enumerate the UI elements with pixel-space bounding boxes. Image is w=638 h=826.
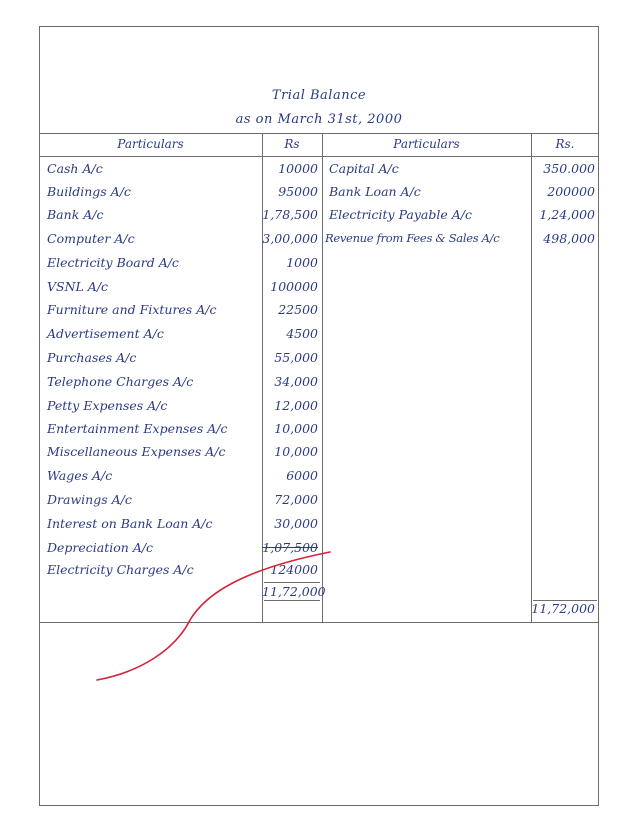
debit-row-particular: Cash A/c <box>47 161 103 176</box>
debit-row-amount: 10000 <box>278 161 318 176</box>
debit-row-amount: 6000 <box>286 468 318 483</box>
debit-row-particular: Buildings A/c <box>47 184 131 199</box>
credit-row-particular: Revenue from Fees & Sales A/c <box>325 231 500 245</box>
debit-row-particular: Drawings A/c <box>47 492 132 507</box>
trial-balance-date: as on March 31st, 2000 <box>235 112 403 127</box>
credit-row-particular: Electricity Payable A/c <box>329 207 472 222</box>
debit-row-amount: 100000 <box>270 279 318 294</box>
debit-row-amount: 12,000 <box>274 398 318 413</box>
debit-row-particular: Computer A/c <box>47 231 135 246</box>
credit-amount-header: Rs. <box>555 137 575 151</box>
debit-row-particular: Entertainment Expenses A/c <box>47 421 228 436</box>
debit-row-amount: 1,78,500 <box>262 207 318 222</box>
debit-row-particular: Bank A/c <box>47 207 104 222</box>
debit-row-particular: Telephone Charges A/c <box>47 374 194 389</box>
credit-row-particular: Bank Loan A/c <box>329 184 421 199</box>
debit-row-amount: 22500 <box>278 302 318 317</box>
debit-row-particular: Depreciation A/c <box>47 540 154 555</box>
debit-row-amount: 124000 <box>270 562 318 577</box>
debit-row-amount: 10,000 <box>274 444 318 459</box>
debit-row-amount: 72,000 <box>274 492 318 507</box>
debit-row-particular: Petty Expenses A/c <box>47 398 168 413</box>
credit-row-particular: Capital A/c <box>329 161 399 176</box>
debit-row-amount: 4500 <box>286 326 318 341</box>
debit-row-particular: Electricity Board A/c <box>47 255 179 270</box>
debit-row-amount: 30,000 <box>274 516 318 531</box>
debit-row-particular: Advertisement A/c <box>47 326 164 341</box>
trial-balance-title: Trial Balance <box>271 88 367 103</box>
debit-row-particular: Purchases A/c <box>47 350 137 365</box>
debit-row-amount: 34,000 <box>274 374 318 389</box>
debit-row-amount: 95000 <box>278 184 318 199</box>
debit-row-particular: VSNL A/c <box>47 279 109 294</box>
credit-row-amount: 1,24,000 <box>539 207 595 222</box>
credit-row-amount: 200000 <box>547 184 595 199</box>
debit-row-particular: Furniture and Fixtures A/c <box>47 302 217 317</box>
credit-total: 11,72,000 <box>531 601 595 616</box>
credit-row-amount: 350.000 <box>543 161 595 176</box>
debit-row-amount: 3,00,000 <box>262 231 318 246</box>
debit-total: 11,72,000 <box>262 584 326 599</box>
debit-particulars-header: Particulars <box>117 137 184 151</box>
debit-amount-header: Rs <box>284 137 300 151</box>
debit-row-amount: 55,000 <box>274 350 318 365</box>
debit-row-particular: Miscellaneous Expenses A/c <box>47 444 226 459</box>
credit-row-amount: 498,000 <box>543 231 595 246</box>
debit-row-amount: 10,000 <box>274 421 318 436</box>
credit-particulars-header: Particulars <box>393 137 460 151</box>
debit-row-particular: Interest on Bank Loan A/c <box>47 516 213 531</box>
debit-row-amount: 1,07,500 <box>262 540 318 555</box>
debit-row-amount: 1000 <box>286 255 318 270</box>
debit-row-particular: Electricity Charges A/c <box>47 562 194 577</box>
debit-row-particular: Wages A/c <box>47 468 113 483</box>
